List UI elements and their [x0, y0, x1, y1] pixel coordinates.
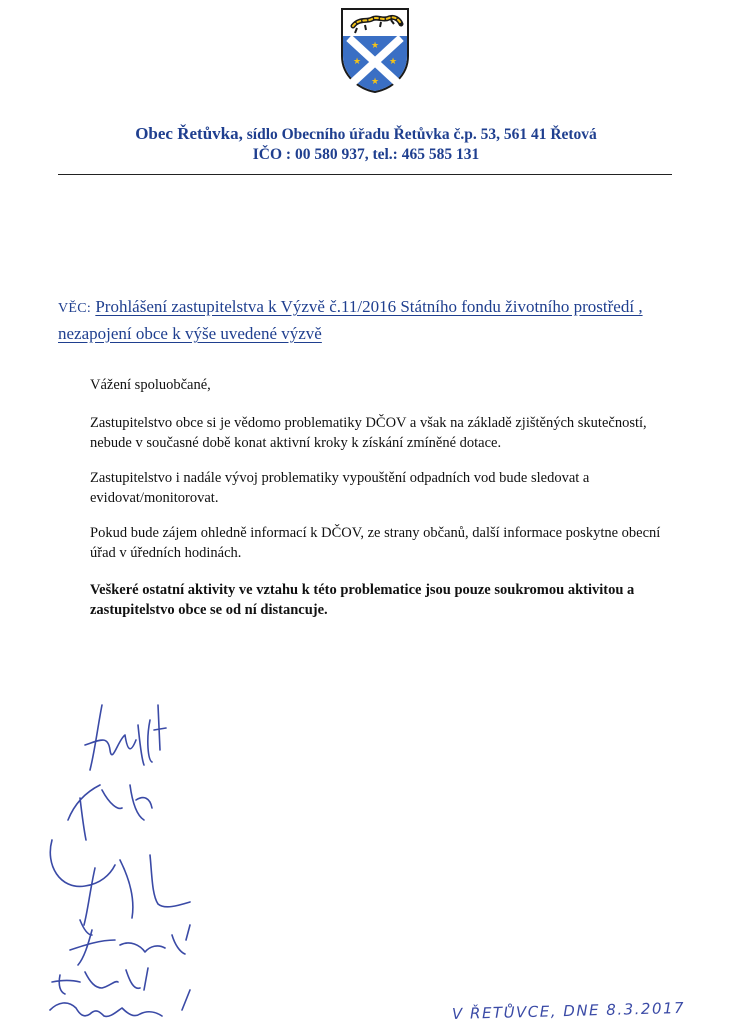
signature-5 — [52, 968, 148, 994]
paragraph-4-bold: Veškeré ostatní aktivity ve vztahu k této problematice jsou pouze soukromou aktivitou a zastupitelstvo obce se od ní distancuje. — [90, 582, 635, 618]
handwritten-date: V ŘETŮVCE, DNE 8.3.2017 — [451, 998, 686, 1023]
coat-of-arms-icon — [339, 6, 411, 94]
svg-text:★: ★ — [370, 76, 380, 86]
signature-6 — [50, 990, 190, 1016]
svg-text:★: ★ — [352, 56, 362, 66]
header-divider — [58, 174, 672, 175]
signature-4 — [70, 920, 190, 965]
municipality-name: Obec Řetůvka, — [135, 124, 243, 143]
svg-text:★: ★ — [388, 56, 398, 66]
paragraph-3: Pokud bude zájem ohledně informací k DČOV, ze strany občanů, další informace poskytne obecní úřad v úředních hodinách. — [90, 525, 661, 561]
subject-text: Prohlášení zastupitelstva k Výzvě č.11/2016 Státního fondu životního prostředí , nezapojení obce k výše uvedené výzvě — [58, 297, 643, 343]
svg-text:★: ★ — [370, 40, 380, 50]
letterhead — [0, 124, 732, 165]
signatures-block — [40, 690, 270, 1030]
letterhead-address — [0, 124, 732, 145]
paragraph-1: Zastupitelstvo obce si je vědomo problematiky DČOV a však na základě zjištěných skutečností, nebude v současné době konat aktivní kroky k získání zmíněné dotace. — [90, 415, 647, 451]
signature-3 — [50, 840, 190, 925]
office-address: sídlo Obecního úřadu Řetůvka č.p. 53, 561 41 Řetová — [242, 126, 597, 143]
signature-1 — [85, 705, 166, 770]
subject-line — [58, 294, 658, 346]
letterhead-contact: IČO : 00 580 937, tel.: 465 585 131 — [252, 146, 480, 163]
paragraph-2: Zastupitelstvo i nadále vývoj problematiky vypouštění odpadních vod bude sledovat a evidovat/monitorovat. — [90, 470, 590, 506]
signature-2 — [68, 785, 152, 840]
salutation: Vážení spoluobčané, — [90, 377, 211, 393]
subject-label: VĚC: — [58, 301, 92, 316]
